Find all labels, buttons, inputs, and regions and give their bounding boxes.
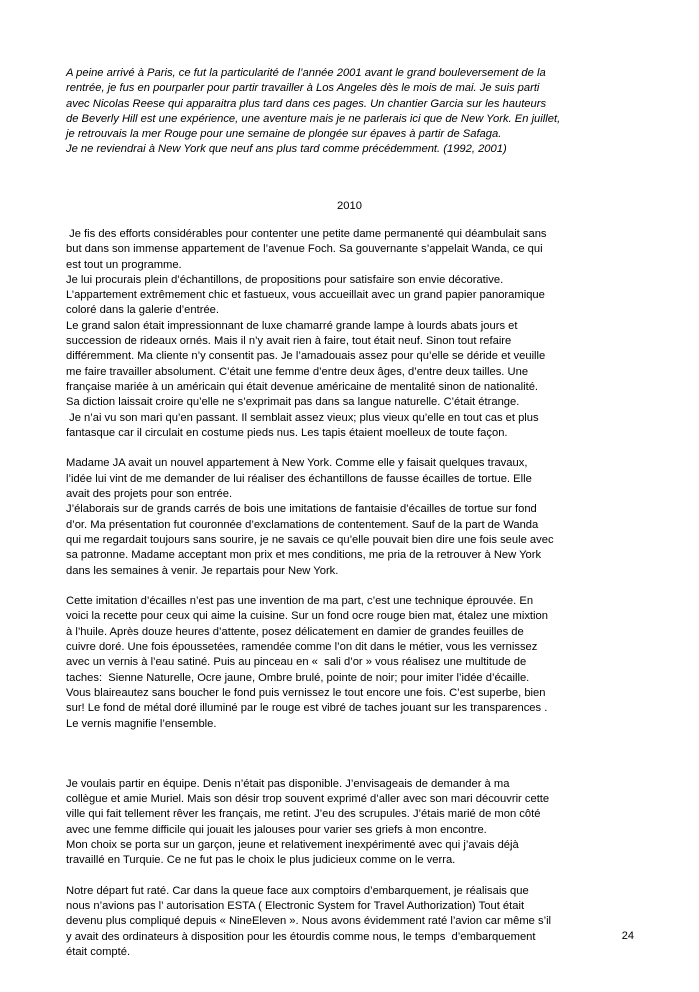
text-line: Sa diction laissait croire qu’elle ne s’exprimait pas dans sa langue naturelle. C’était étrange.	[66, 396, 520, 409]
text-line: avec un vernis à l’eau satiné. Puis au pinceau en « sali d’or » vous réalisez une multitude de	[66, 656, 527, 669]
intro-line: A peine arrivé à Paris, ce fut la particularité de l’année 2001 avant le grand bouleversement de la	[66, 67, 546, 79]
text-line: succession de rideaux ornés. Mais il n’y avait rien à faire, tout était neuf. Sinon tout refaire	[66, 335, 512, 348]
text-line: collègue et amie Muriel. Mais son désir trop souvent exprimé d’aller avec son mari découvrir cette	[66, 793, 550, 806]
text-line: ville qui fait tellement rêver les français, me retint. J’eu des scrupules. J’étais marié de mon côté	[66, 808, 541, 821]
text-line: avec une femme difficile qui jouait les jalouses pour varier ses griefs à mon encontre.	[66, 823, 487, 836]
text-line: Le vernis magnifie l’ensemble.	[66, 717, 217, 730]
text-line: Je fis des efforts considérables pour contenter une petite dame permanenté qui déambulait sans	[66, 228, 547, 240]
text-line: Je voulais partir en équipe. Denis n’était pas disponible. J’envisageais de demander à ma	[66, 777, 510, 790]
text-line: voici la recette pour ceux qui aime la cuisine. Sur un fond ocre rouge bien mat, étalez une mixtion	[66, 610, 548, 623]
text-line: Le grand salon était impressionnant de luxe chamarré grande lampe à lourds abats jours et	[66, 319, 518, 332]
text-line: avait des projets pour son entrée.	[66, 488, 233, 501]
text-line: dans les semaines à venir. Je repartais pour New York.	[66, 564, 339, 577]
text-line: d’or. Ma présentation fut couronnée d’exclamations de contentement. Sauf de la part de Wanda	[66, 518, 539, 531]
text-line: taches: Sienne Naturelle, Ocre jaune, Ombre brulé, pointe de noir; pour imiter l’idée d’écaille.	[66, 671, 530, 684]
paragraph-recipe	[66, 594, 636, 732]
text-line: y avait des ordinateurs à disposition pour les étourdis comme nous, le temps d’embarquement	[66, 930, 536, 943]
text-line: coloré dans la galerie d’entrée.	[66, 304, 219, 317]
intro-line: Je ne reviendrai à New York que neuf ans plus tard comme précédemment. (1992, 2001)	[66, 143, 507, 156]
text-line: me faire travailler absolument. C’était une femme d’entre deux âges, d’entre deux tailles. Une	[66, 365, 529, 378]
text-line: différemment. Ma cliente n’y consentit pas. Je l’amadouais assez pour qu’elle se déride et veuille	[66, 350, 546, 363]
text-line: était compté.	[66, 946, 131, 959]
text-line: Vous blaireautez sans boucher le fond puis vernissez le tout encore une fois. C’est superbe, bien	[66, 686, 546, 699]
page-number: 24	[621, 930, 634, 942]
text-line: devenu plus compliqué depuis « NineEleven ». Nous avons évidemment raté l’avion car même s’il	[66, 915, 552, 928]
text-line: est tout un programme.	[66, 258, 182, 271]
text-line: J’élaborais sur de grands carrés de bois une imitations de fantaisie d’écailles de tortue sur fond	[66, 503, 537, 516]
text-line: française mariée à un américain qui était devenue américaine de mentalité sinon de nationalité.	[66, 380, 539, 393]
text-line: sa patronne. Madame acceptant mon prix et mes conditions, me pria de la retrouver à New York	[66, 549, 542, 562]
text-line: qui me regardait toujours sans sourire, je ne savais ce qu’elle pouvait bien dire une fois seule avec	[66, 533, 554, 546]
paragraph-madame-ja	[66, 456, 636, 578]
text-line: nous n’avions pas l’ autorisation ESTA ( Electronic System for Travel Authorization) Tout était	[66, 900, 525, 913]
text-line: L’appartement extrêmement chic et fastueux, vous accueillait avec un grand papier panoramique	[66, 289, 545, 302]
text-line: Mon choix se porta sur un garçon, jeune et relativement inexpérimenté avec qui j’avais déjà	[66, 838, 519, 851]
intro-line: je retrouvais la mer Rouge pour une semaine de plongée sur épaves à partir de Safaga.	[66, 128, 502, 141]
text-line: but dans son immense appartement de l’avenue Foch. Sa gouvernante s’appelait Wanda, ce qui	[66, 243, 543, 256]
paragraph-departure	[66, 884, 636, 960]
text-line: l’idée lui vint de me demander de lui réaliser des échantillons de fausse écailles de tortue. Elle	[66, 472, 532, 485]
text-line: Notre départ fut raté. Car dans la queue face aux comptoirs d’embarquement, je réalisais que	[66, 884, 529, 897]
paragraph-team	[66, 777, 636, 869]
text-line: Cette imitation d’écailles n’est pas une invention de ma part, c’est une technique éprouvée. En	[66, 595, 534, 608]
intro-line: avec Nicolas Reese qui apparaitra plus tard dans ces pages. Un chantier Garcia sur les hauteurs	[66, 97, 547, 110]
intro-line: de Beverly Hill est une expérience, une aventure mais je ne parlerais ici que de New York. En juillet,	[66, 112, 561, 125]
body-text	[66, 227, 636, 976]
text-line: cuivre doré. Une fois époussetées, ramendée comme l’on dit dans le métier, vous les vernissez	[66, 641, 538, 654]
paragraph-wanda	[66, 227, 636, 441]
text-line: à l’huile. Après douze heures d’attente, posez délicatement en damier de grandes feuilles de	[66, 625, 524, 638]
text-line: Je lui procurais plein d’échantillons, de propositions pour satisfaire son envie décorative.	[66, 273, 504, 286]
intro-line: rentrée, je fus en pourparler pour partir travailler à Los Angeles dès le mois de mai. Je suis parti	[66, 82, 540, 95]
text-line: fantasque car il circulait en costume pieds nus. Les tapis étaient moelleux de toute façon.	[66, 426, 508, 439]
text-line: Madame JA avait un nouvel appartement à New York. Comme elle y faisait quelques travaux,	[66, 457, 528, 470]
text-line: sur! Le fond de métal doré illuminé par le rouge est vibré de taches jouant sur les transparences .	[66, 702, 548, 715]
text-line: travaillé en Turquie. Ce ne fut pas le choix le plus judicieux comme on le verra.	[66, 854, 456, 867]
text-line: Je n’ai vu son mari qu’en passant. Il semblait assez vieux; plus vieux qu’elle en tout cas et plus	[66, 411, 539, 424]
intro-italic-paragraph	[66, 66, 636, 158]
year-heading: 2010	[337, 200, 362, 212]
